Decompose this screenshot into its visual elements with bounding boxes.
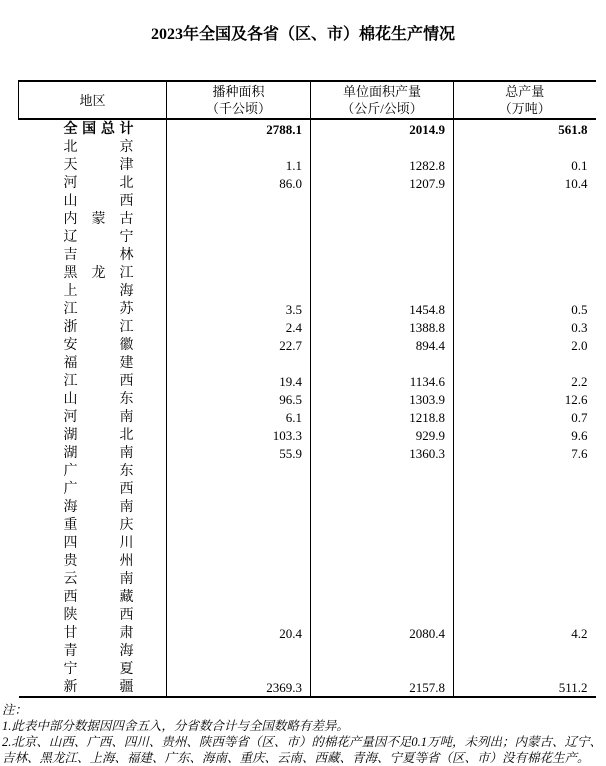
region-name: 全国总计	[63, 122, 134, 137]
footnotes	[2, 702, 604, 766]
region-cell	[19, 228, 167, 246]
region-name: 四川	[63, 536, 134, 551]
region-name: 宁夏	[63, 662, 134, 677]
table-row	[19, 642, 596, 660]
total-output-cell: 7.6	[454, 444, 596, 462]
region-cell	[19, 192, 167, 210]
total-output-cell: 12.6	[454, 390, 596, 408]
sown-area-cell: 55.9	[167, 444, 311, 462]
total-output-cell	[454, 552, 596, 570]
region-name: 内蒙古	[63, 212, 134, 227]
col-header-unit-yield-unit: （公斤/公顷）	[341, 101, 423, 116]
table-row	[19, 570, 596, 588]
total-output-cell	[454, 228, 596, 246]
table-row	[19, 408, 596, 426]
unit-yield-cell	[311, 210, 454, 228]
region-name: 海南	[63, 500, 134, 515]
region-name: 湖南	[63, 446, 134, 461]
unit-yield-cell	[311, 282, 454, 300]
col-header-region-title: 地区	[79, 92, 106, 108]
page-title: 2023年全国及各省（区、市）棉花生产情况	[150, 26, 455, 43]
region-cell	[19, 336, 167, 354]
sown-area-cell	[167, 660, 311, 678]
region-name: 湖北	[63, 428, 134, 443]
table-row	[19, 606, 596, 624]
sown-area-cell: 86.0	[167, 174, 311, 192]
sown-area-cell	[167, 210, 311, 228]
col-header-region	[19, 81, 167, 119]
region-cell	[19, 480, 167, 498]
region-cell	[19, 534, 167, 552]
footnote-label: 注：	[2, 703, 28, 717]
sown-area-cell: 22.7	[167, 336, 311, 354]
sown-area-cell	[167, 282, 311, 300]
table-row	[19, 210, 596, 228]
total-output-cell	[454, 498, 596, 516]
table-body	[19, 119, 596, 697]
sown-area-cell: 2369.3	[167, 678, 311, 697]
col-header-sown-area-title: 播种面积	[212, 84, 265, 99]
region-cell	[19, 516, 167, 534]
unit-yield-cell	[311, 462, 454, 480]
table-row	[19, 444, 596, 462]
unit-yield-cell: 2080.4	[311, 624, 454, 642]
region-cell	[19, 210, 167, 228]
cotton-production-table	[18, 80, 596, 698]
region-cell	[19, 570, 167, 588]
total-output-cell	[454, 264, 596, 282]
table-row	[19, 318, 596, 336]
region-cell	[19, 678, 167, 697]
table-row	[19, 516, 596, 534]
region-name: 江苏	[63, 302, 134, 317]
table-row	[19, 588, 596, 606]
table-container	[18, 80, 595, 698]
region-cell	[19, 498, 167, 516]
sown-area-cell	[167, 588, 311, 606]
sown-area-cell: 2788.1	[167, 119, 311, 138]
total-output-cell: 4.2	[454, 624, 596, 642]
region-name: 江西	[63, 374, 134, 389]
sown-area-cell	[167, 192, 311, 210]
table-row	[19, 624, 596, 642]
total-output-cell	[454, 642, 596, 660]
unit-yield-cell	[311, 264, 454, 282]
sown-area-cell: 6.1	[167, 408, 311, 426]
table-row	[19, 498, 596, 516]
region-name: 云南	[63, 572, 134, 587]
unit-yield-cell	[311, 228, 454, 246]
sown-area-cell: 1.1	[167, 156, 311, 174]
sown-area-cell	[167, 228, 311, 246]
region-cell	[19, 354, 167, 372]
sown-area-cell: 20.4	[167, 624, 311, 642]
unit-yield-cell: 1360.3	[311, 444, 454, 462]
sown-area-cell: 2.4	[167, 318, 311, 336]
total-output-cell: 0.3	[454, 318, 596, 336]
table-row	[19, 264, 596, 282]
unit-yield-cell	[311, 138, 454, 156]
region-cell	[19, 426, 167, 444]
sown-area-cell	[167, 246, 311, 264]
region-name: 浙江	[63, 320, 134, 335]
region-cell	[19, 282, 167, 300]
table-row	[19, 660, 596, 678]
unit-yield-cell	[311, 534, 454, 552]
sown-area-cell	[167, 534, 311, 552]
sown-area-cell	[167, 462, 311, 480]
unit-yield-cell: 1282.8	[311, 156, 454, 174]
unit-yield-cell	[311, 498, 454, 516]
region-cell	[19, 246, 167, 264]
table-row	[19, 300, 596, 318]
unit-yield-cell: 1454.8	[311, 300, 454, 318]
sown-area-cell	[167, 138, 311, 156]
region-cell	[19, 390, 167, 408]
table-row	[19, 228, 596, 246]
unit-yield-cell: 2014.9	[311, 119, 454, 138]
unit-yield-cell	[311, 354, 454, 372]
region-cell	[19, 444, 167, 462]
total-output-cell	[454, 210, 596, 228]
sown-area-cell: 3.5	[167, 300, 311, 318]
table-row	[19, 372, 596, 390]
sown-area-cell	[167, 264, 311, 282]
col-header-sown-area-unit: （千公顷）	[205, 101, 271, 116]
table-row	[19, 534, 596, 552]
table-row	[19, 336, 596, 354]
region-name: 北京	[63, 140, 134, 155]
region-name: 广西	[63, 482, 134, 497]
total-output-cell: 0.5	[454, 300, 596, 318]
region-name: 福建	[63, 356, 134, 371]
table-row	[19, 246, 596, 264]
region-name: 青海	[63, 644, 134, 659]
region-name: 河南	[63, 410, 134, 425]
region-name: 辽宁	[63, 230, 134, 245]
unit-yield-cell	[311, 570, 454, 588]
unit-yield-cell	[311, 642, 454, 660]
table-row	[19, 282, 596, 300]
unit-yield-cell: 2157.8	[311, 678, 454, 697]
table-row	[19, 552, 596, 570]
total-output-cell	[454, 354, 596, 372]
region-name: 上海	[63, 284, 134, 299]
region-cell	[19, 372, 167, 390]
region-cell	[19, 462, 167, 480]
col-header-total-output	[454, 81, 596, 119]
table-row	[19, 480, 596, 498]
total-output-cell	[454, 534, 596, 552]
region-cell	[19, 606, 167, 624]
region-name: 河北	[63, 176, 134, 191]
table-row	[19, 192, 596, 210]
total-output-cell: 561.8	[454, 119, 596, 138]
unit-yield-cell: 1303.9	[311, 390, 454, 408]
unit-yield-cell	[311, 246, 454, 264]
region-cell	[19, 264, 167, 282]
unit-yield-cell	[311, 552, 454, 570]
total-output-cell	[454, 192, 596, 210]
table-row	[19, 390, 596, 408]
sown-area-cell: 19.4	[167, 372, 311, 390]
total-output-cell: 2.2	[454, 372, 596, 390]
sown-area-cell: 96.5	[167, 390, 311, 408]
table-row	[19, 354, 596, 372]
region-cell	[19, 156, 167, 174]
total-output-cell: 2.0	[454, 336, 596, 354]
total-output-cell	[454, 606, 596, 624]
col-header-total-output-title: 总产量	[505, 84, 545, 99]
total-output-cell: 0.1	[454, 156, 596, 174]
region-name: 吉林	[63, 248, 134, 263]
region-name: 陕西	[63, 608, 134, 623]
footnote-2: 2.北京、山西、广西、四川、贵州、陕西等省（区、市）的棉花产量因不足0.1万吨，未列出；内蒙古、辽宁、吉林、黑龙江、上海、福建、广东、海南、重庆、云南、西藏、青海、宁夏等省（区、市）没有棉花生产。	[2, 735, 603, 765]
total-output-cell	[454, 138, 596, 156]
col-header-unit-yield-title: 单位面积产量	[342, 84, 421, 99]
table-row	[19, 119, 596, 138]
region-name: 贵州	[63, 554, 134, 569]
table-row	[19, 156, 596, 174]
total-output-cell	[454, 462, 596, 480]
region-cell	[19, 119, 167, 138]
region-name: 甘肃	[63, 626, 134, 641]
total-output-cell	[454, 246, 596, 264]
sown-area-cell	[167, 606, 311, 624]
total-output-cell	[454, 480, 596, 498]
region-name: 广东	[63, 464, 134, 479]
unit-yield-cell: 1207.9	[311, 174, 454, 192]
unit-yield-cell: 1218.8	[311, 408, 454, 426]
sown-area-cell	[167, 516, 311, 534]
total-output-cell	[454, 282, 596, 300]
sown-area-cell	[167, 570, 311, 588]
footnote-1: 1.此表中部分数据因四舍五入，分省数合计与全国数略有差异。	[2, 719, 349, 733]
region-cell	[19, 642, 167, 660]
unit-yield-cell	[311, 192, 454, 210]
col-header-total-output-unit: （万吨）	[498, 101, 551, 116]
region-cell	[19, 552, 167, 570]
sown-area-cell	[167, 498, 311, 516]
unit-yield-cell: 1134.6	[311, 372, 454, 390]
region-name: 新疆	[63, 680, 134, 695]
region-cell	[19, 408, 167, 426]
region-cell	[19, 624, 167, 642]
unit-yield-cell: 1388.8	[311, 318, 454, 336]
unit-yield-cell	[311, 480, 454, 498]
region-name: 天津	[63, 158, 134, 173]
table-header	[19, 81, 596, 119]
table-row	[19, 426, 596, 444]
sown-area-cell: 103.3	[167, 426, 311, 444]
col-header-sown-area	[167, 81, 311, 119]
total-output-cell	[454, 570, 596, 588]
region-cell	[19, 138, 167, 156]
sown-area-cell	[167, 480, 311, 498]
col-header-unit-yield	[311, 81, 454, 119]
region-name: 安徽	[63, 338, 134, 353]
table-row	[19, 138, 596, 156]
table-row	[19, 462, 596, 480]
region-name: 山东	[63, 392, 134, 407]
total-output-cell: 0.7	[454, 408, 596, 426]
region-cell	[19, 318, 167, 336]
unit-yield-cell	[311, 516, 454, 534]
unit-yield-cell: 894.4	[311, 336, 454, 354]
unit-yield-cell	[311, 606, 454, 624]
region-name: 黑龙江	[63, 266, 134, 281]
total-output-cell: 9.6	[454, 426, 596, 444]
region-name: 西藏	[63, 590, 134, 605]
region-cell	[19, 660, 167, 678]
sown-area-cell	[167, 642, 311, 660]
region-name: 山西	[63, 194, 134, 209]
total-output-cell	[454, 588, 596, 606]
sown-area-cell	[167, 354, 311, 372]
total-output-cell	[454, 660, 596, 678]
region-name: 重庆	[63, 518, 134, 533]
sown-area-cell	[167, 552, 311, 570]
unit-yield-cell	[311, 660, 454, 678]
region-cell	[19, 588, 167, 606]
total-output-cell: 511.2	[454, 678, 596, 697]
region-cell	[19, 300, 167, 318]
total-output-cell	[454, 516, 596, 534]
table-row	[19, 678, 596, 697]
table-row	[19, 174, 596, 192]
unit-yield-cell: 929.9	[311, 426, 454, 444]
region-cell	[19, 174, 167, 192]
unit-yield-cell	[311, 588, 454, 606]
total-output-cell: 10.4	[454, 174, 596, 192]
